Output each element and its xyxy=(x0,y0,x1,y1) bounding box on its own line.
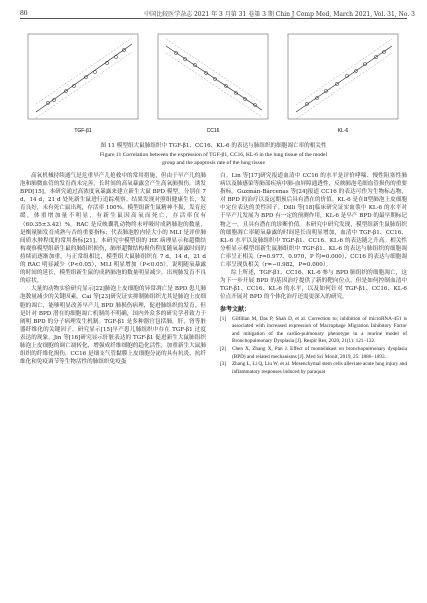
figure-caption-cn: 图 11 模型组大鼠肺组织中 TGF-β1、CC16、KL-6 的表达与肺组织的细胞凋亡率的相关性 xyxy=(100,143,327,149)
figure-11 xyxy=(20,26,407,142)
panel-1 xyxy=(28,34,138,134)
reference-item xyxy=(220,361,407,376)
figure-caption-en-1: Figure 11 Correlation between the expression of TGF-β1, CC16, KL-6 in the lung tissue of the model xyxy=(99,152,328,158)
paragraph: 白。Lin 等[17]研究报道血清中 CC16 的水平是评价哮喘、慢性阻塞性肺病以及肺感染等肺部疾病中肺-血屏障通透性，反映肺泡毛细血管损伤的重要指标。Guzmán-Bárcenas 等[24]报道 CC16 的表达可作为生物标志物，对 BPD 的治疗以及远期预后具有潜在的价值。KL-6 是在Ⅱ型肺泡上皮细胞中定位表达的美性因子。Dilli 等[18]临床研究证实血浆中 KL-6 的水平对于早产儿发展为 BPD 有一定的预测作用，KL-6 是早产 BPD 的最早期标记物之一，且具有潜在的诊断价值。本研究中研究发现，模型组新生鼠肺组织的细胞凋亡率随氧暴露的时间延长而明显增加，血清中 TGF-β1、CC16、KL-6 水平以及肺组织中 TGF-β1、CC16、KL-6 的表达随之升高。相关性分析显示模型组新生鼠肺组织中 TGF-β1、KL-6 的表达与肺组织的细胞凋亡率呈正相关（r=0.977、0.970，P 均=0.000），CC16 的表达与细胞凋亡率呈现负相关（r=−0.982，P=0.000）。 xyxy=(220,173,407,269)
paragraph: 综上所述，TGF-β1、CC16、KL-6 参与 BPD 肺组织的细胞凋亡，这为下一步开展 BPD 的基因治疗提供了新的靶向位点，但是如何控制血清中 TGF-β1、CC16、KL-6 的水平，以及如何针对 TGF-β1、CC16、KL-6 位点开展对 BPD 的个体化治疗还需更深入的研究。 xyxy=(220,270,407,301)
journal-header: 中国比较医学杂志 2021 年 3 月第 31 卷第 3 期 Chin J Comp Med, March 2021, Vol. 31, No. 3 xyxy=(144,11,415,18)
header-rule xyxy=(20,18,407,19)
panel-1-xlabel: TGF-β1 xyxy=(74,128,92,134)
reference-text: Zhang L, Li Q, Liu W, et al. Mesenchymal stem cells alleviate acute lung injury and inflammatory responses induced by paraquat xyxy=(232,361,407,375)
reference-number: [3] xyxy=(220,361,227,368)
right-column xyxy=(220,172,407,376)
reference-text: Gilfillan M, Das P, Shah D, et al. Correction to; inhibition of microRNA-451 is associated with increased expression of Macrophage Migration Inhibitory Factor and mitigation of the cardio-pulmonary phenotype in a murine model of Bronchopulmonary Dysplasia [J]. Respir Res, 2020, 21(1): 121−132. xyxy=(232,315,407,345)
panel-3 xyxy=(288,34,398,134)
paragraph: 高氧机械持续通气是危重早产儿抢救中的常用措施，但由于早产儿的肺泡和肺微血管的发育尚未完善，长时间的高氧暴露会产生高氧肺损伤，诱发 BPD[15]。本研究通过高浓度氧暴露来建立新生大鼠 BPD 模型，分别在 7 d，14 d，21 d 处死新生鼠进行追踪观察。结果发现对照组健康生长，发育良好，未有死亡鼠出现，存活率 100%。模型组新生鼠精神不振，发育迟缓，体重增加量不明显，有新生鼠因高氧而死亡，存活率仅有（60.35±3.42）%。RAC 是反映囊乳动物终末呼吸时成熟肺泡的数量，是衡量肺发育成熟与否的重要指标；代表肺泡腔内径大小的 MLI 是评价肺间质水肿程度的常用指标[21]。本研究中模型组的 HE 病理显示和超微结构观察模型组新生鼠的肺组织损伤，肺形超微结构损伤程度随氧暴露时间的持续而逐渐加重。与正常组相比，模型组大鼠肺组织在 7 d，14 d，21 d 的 RAC 明显减少（P<0.05），MLI 明显增加（P<0.05），说明随氧暴露的时间的延长，模型组新生鼠的成熟肺泡的数量明显减少，出现肺发育不良的症状。 xyxy=(20,173,206,285)
reference-number: [1] xyxy=(220,315,227,322)
reference-text: Chen X, Zhang X, Pan J. Effect of montelukast on bronchopulmonary dysplasia (BPD) and related mechanisms [J]. Med Sci Monit, 2019, 25: 1886−1893. xyxy=(232,345,407,360)
figure-caption-en-2: group and the apoptosis rate of the lung tissue xyxy=(162,160,265,166)
reference-item xyxy=(220,346,407,361)
panel-2-xlabel: CC16 xyxy=(206,128,220,134)
references-heading: 参考文献： xyxy=(220,305,251,313)
reference-list xyxy=(220,316,407,377)
left-column xyxy=(20,172,206,366)
page-number: 80 xyxy=(20,8,28,17)
scatter-panels xyxy=(20,26,407,142)
paragraph: 大量的动物实验研究显示[22]肺泡上皮细胞的异常凋亡是 BPD 患儿肺泡数量减少的关键因素。Cai 等[23]研究证实抑制肺组织尤其是肺泡上皮细胞的凋亡，能够明显改善早产儿 BPD 肺损伤病理，促进肺组织的发育。但是针对 BPD 潜在的细胞凋亡机制尚不明确，国内外众多的研究学者致力于阐明 BPD 的分子病理发生机制。TGF-β1 是多种器官包括肺，肝，肾等脏器纤维化的关键因子。研究显示[15]早产患儿肺组织中存在 TGF-β1 过度表达的现象。Jin 等[16]研究显示肝脏表达的 TGF-β1 促进新生大鼠肺组织肺泡上皮细胞的调亡凋转化，增强成纤维细胞的趋化活性，加重新生大鼠肺组织的纤维化损伤。CC16 是细支气管黏膜上皮细胞分泌的具有抗炎、抗纤维化和免疫调节等生物活性的肺组织免疫蛋 xyxy=(20,286,206,366)
reference-number: [2] xyxy=(220,345,227,352)
panel-3-xlabel: KL-6 xyxy=(337,128,349,134)
panel-2 xyxy=(158,34,268,134)
reference-item xyxy=(220,316,407,346)
